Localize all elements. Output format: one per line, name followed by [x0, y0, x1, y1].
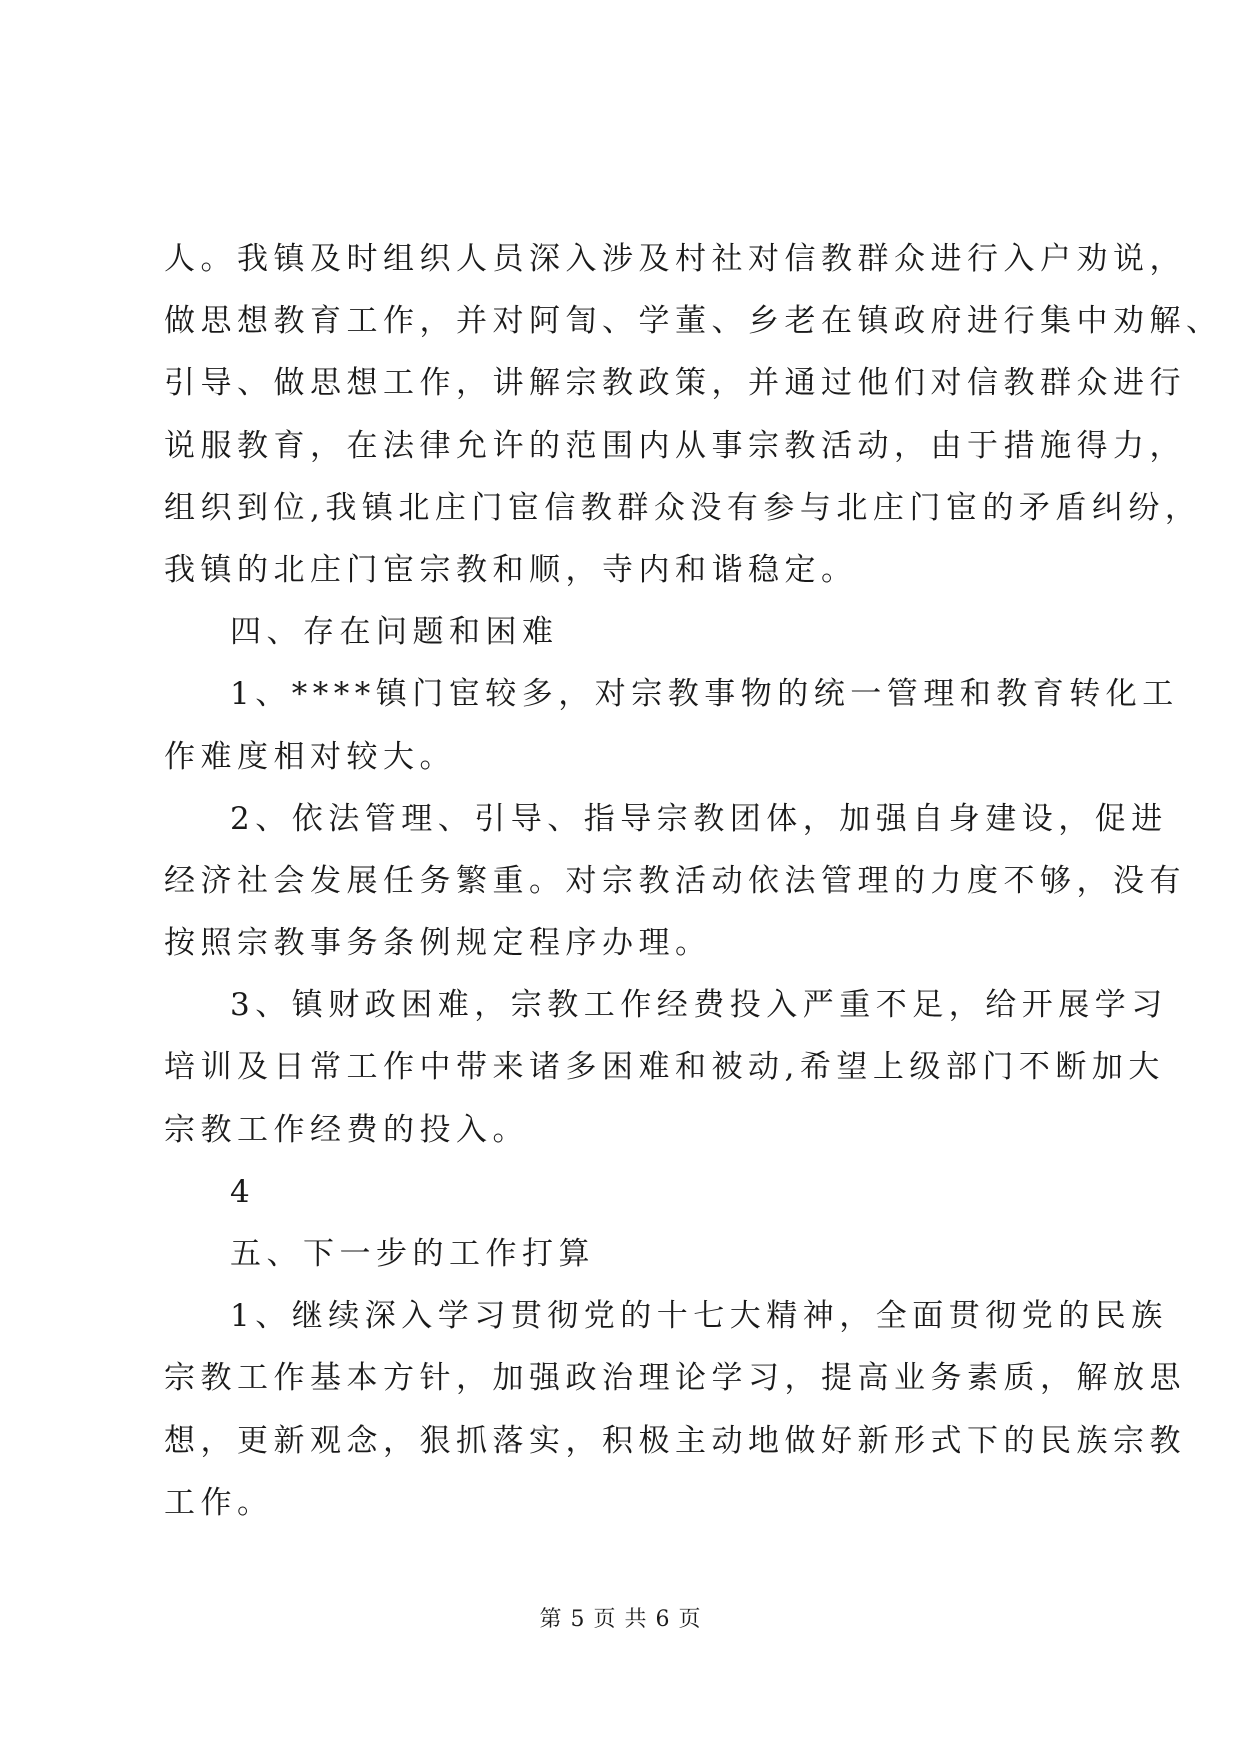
- paragraph-line: 工作。: [164, 1484, 274, 1521]
- paragraph-line: 组织到位,我镇北庄门宦信教群众没有参与北庄门宦的矛盾纠纷，: [164, 489, 1202, 526]
- paragraph-line: 宗教工作经费的投入。: [164, 1111, 529, 1148]
- paragraph-line: 培训及日常工作中带来诸多困难和被动,希望上级部门不断加大: [164, 1049, 1165, 1086]
- paragraph-line: 五、下一步的工作打算: [230, 1236, 595, 1272]
- paragraph-line: 想，更新观念，狠抓落实，积极主动地做好新形式下的民族宗教: [164, 1422, 1186, 1459]
- paragraph-line: 引导、做思想工作，讲解宗教政策，并通过他们对信教群众进行: [164, 365, 1186, 402]
- page-footer: 第 5 页 共 6 页: [539, 1607, 702, 1632]
- paragraph-line: 我镇的北庄门宦宗教和顺，寺内和谐稳定。: [164, 551, 858, 588]
- paragraph-line: 2、依法管理、引导、指导宗教团体，加强自身建设，促进: [230, 800, 1168, 837]
- paragraph-line: 按照宗教事务条例规定程序办理。: [164, 925, 712, 962]
- paragraph-line: 宗教工作基本方针，加强政治理论学习，提高业务素质，解放思: [164, 1360, 1186, 1397]
- paragraph-line: 经济社会发展任务繁重。对宗教活动依法管理的力度不够，没有: [164, 862, 1186, 899]
- paragraph-line: 1、继续深入学习贯彻党的十七大精神，全面贯彻党的民族: [230, 1298, 1168, 1335]
- paragraph-line: 4: [230, 1173, 256, 1210]
- paragraph-line: 作难度相对较大。: [164, 738, 456, 775]
- paragraph-line: 3、镇财政困难，宗教工作经费投入严重不足，给开展学习: [230, 987, 1168, 1024]
- paragraph-line: 做思想教育工作，并对阿訇、学董、乡老在镇政府进行集中劝解、: [164, 303, 1223, 340]
- paragraph-line: 人。我镇及时组织人员深入涉及村社对信教群众进行入户劝说，: [164, 241, 1186, 277]
- paragraph-line: 四、存在问题和困难: [230, 614, 559, 651]
- document-body: [164, 228, 1223, 1534]
- paragraph-line: 说服教育，在法律允许的范围内从事宗教活动，由于措施得力，: [164, 427, 1186, 464]
- paragraph-line: 1、****镇门宦较多，对宗教事物的统一管理和教育转化工: [230, 676, 1179, 713]
